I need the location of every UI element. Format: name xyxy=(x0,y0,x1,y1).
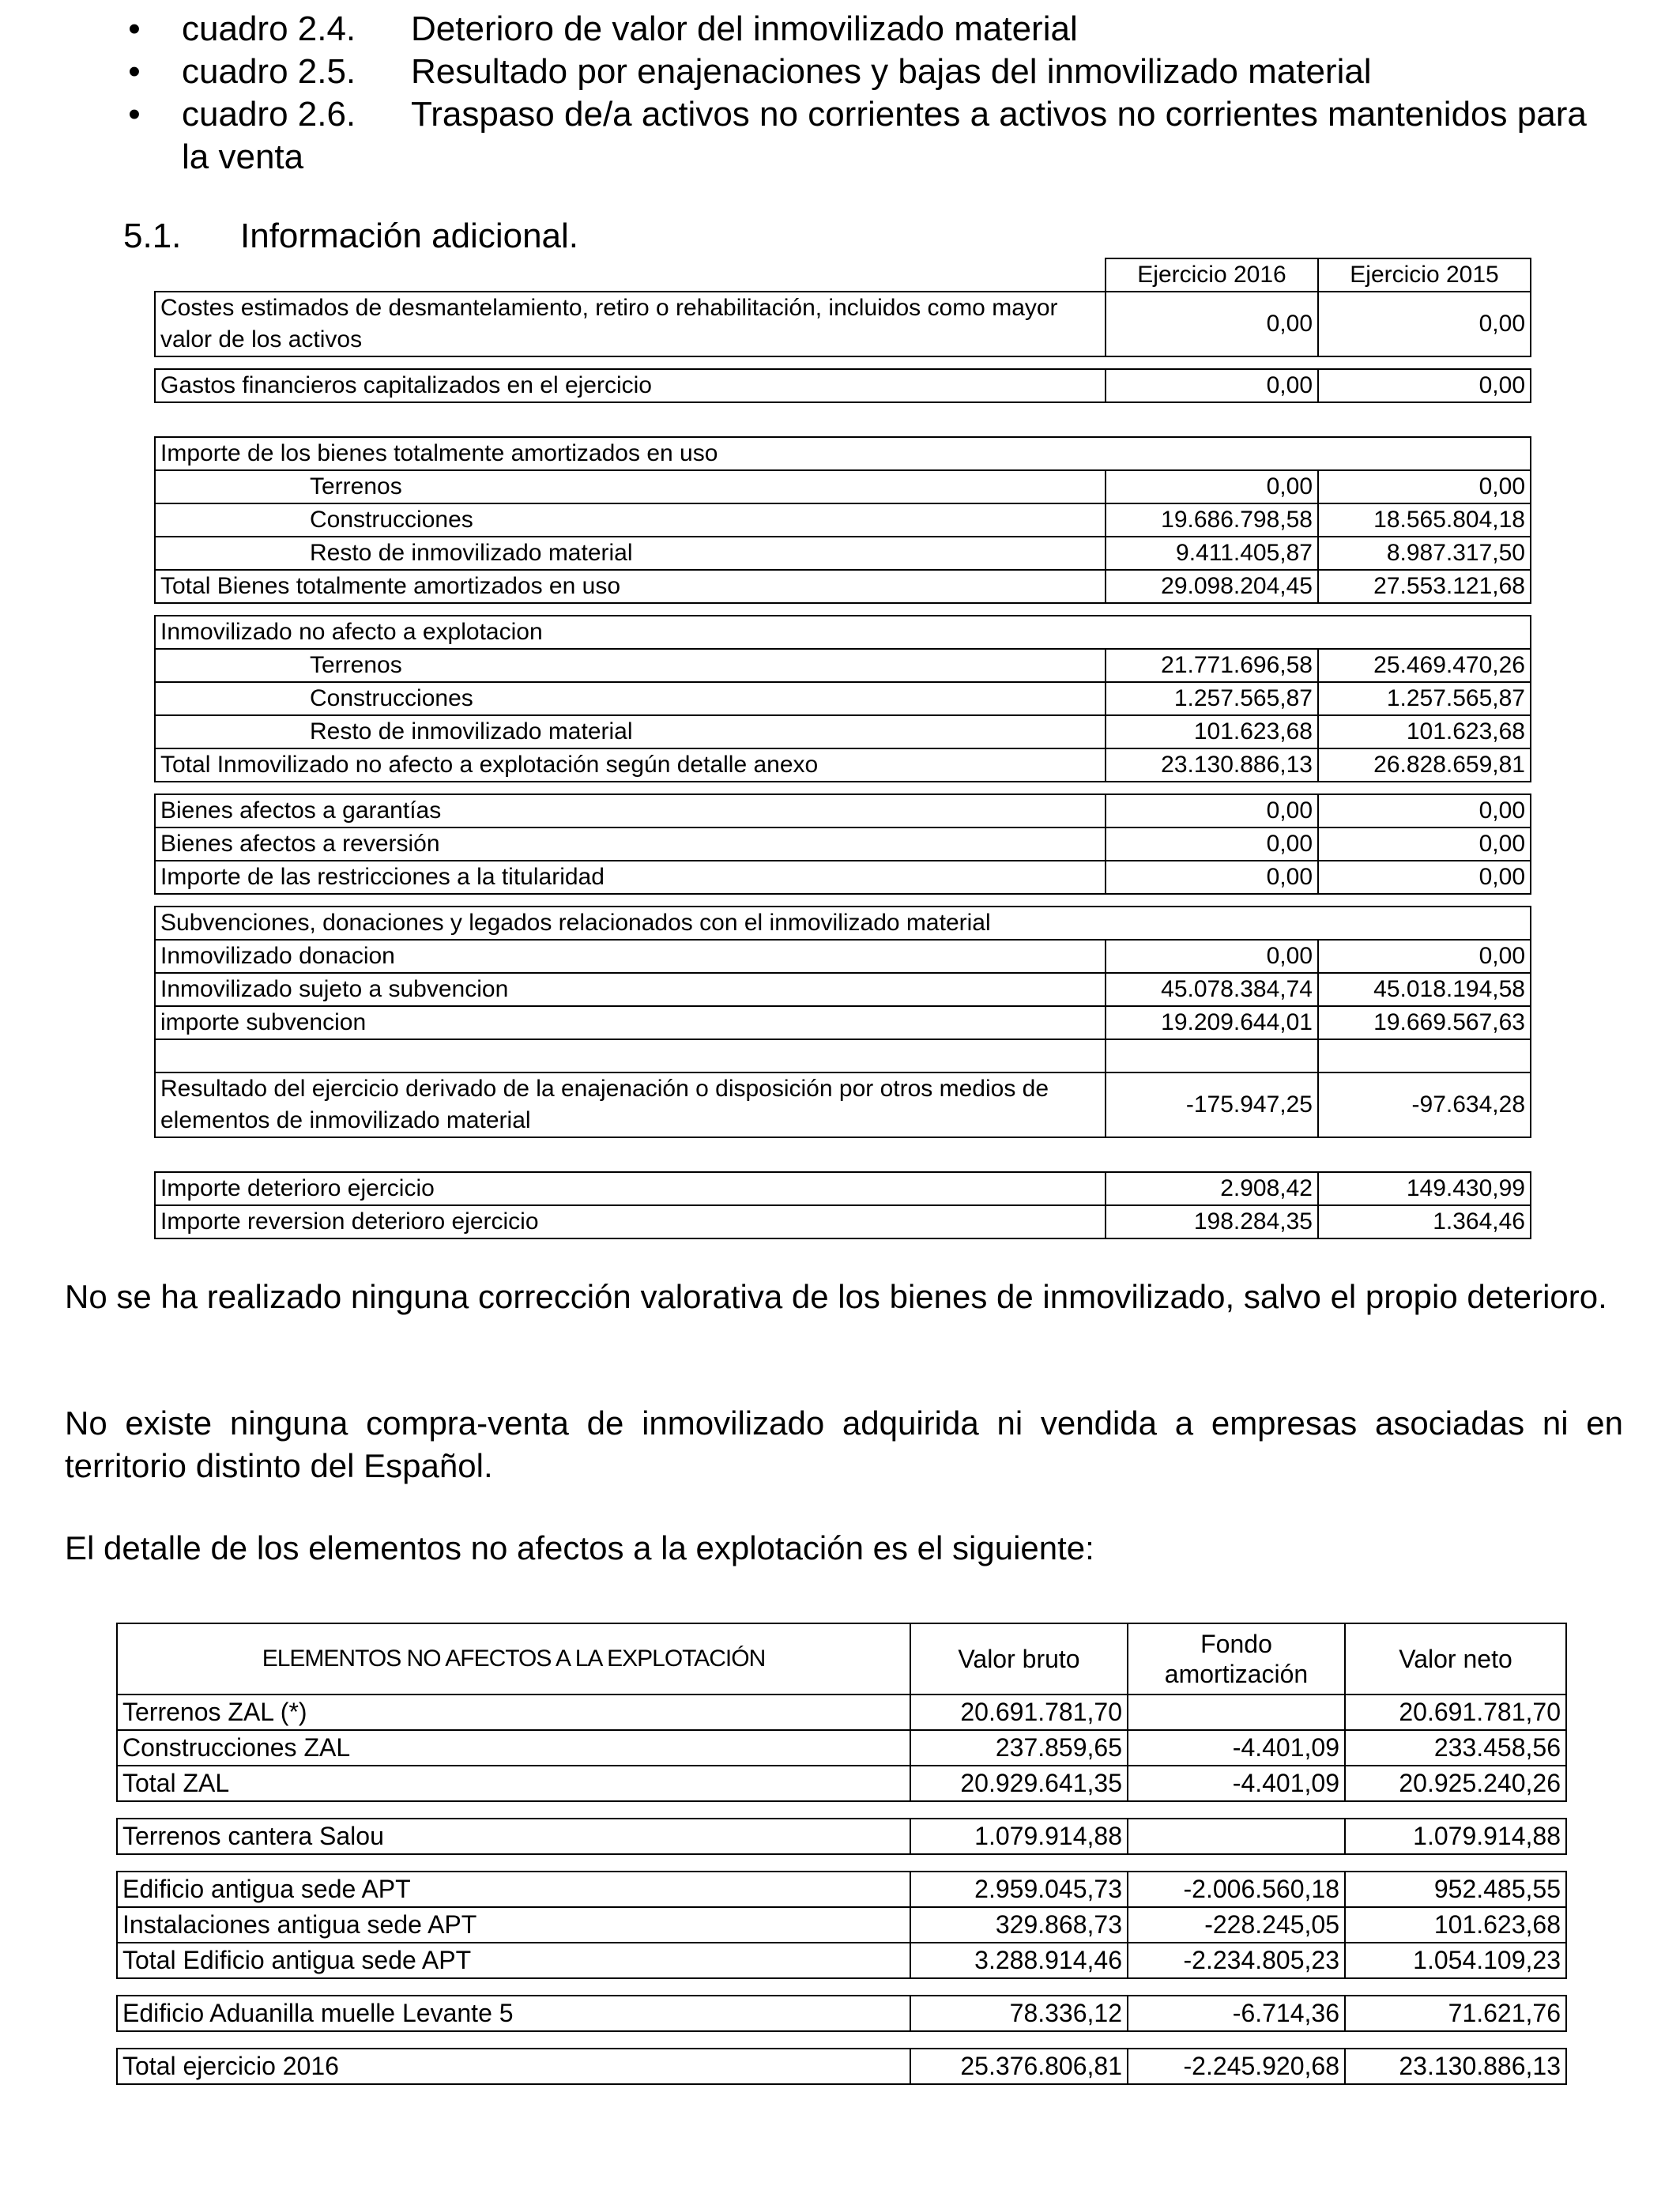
valor-neto: 20.691.781,70 xyxy=(1345,1695,1566,1730)
row-label: Terrenos cantera Salou xyxy=(117,1819,910,1854)
value-2016: 19.209.644,01 xyxy=(1106,1006,1318,1039)
info-table-wrapper xyxy=(154,258,1530,1239)
bullet-icon: • xyxy=(128,95,141,134)
value-2015: 19.669.567,63 xyxy=(1318,1006,1531,1039)
table-row xyxy=(155,503,1531,537)
row-label: Construcciones xyxy=(155,682,1106,715)
value-2016: 29.098.204,45 xyxy=(1106,570,1318,603)
column-header: Ejercicio 2016 xyxy=(1106,258,1318,292)
table-section-header xyxy=(155,907,1531,940)
table-row xyxy=(155,1172,1531,1205)
row-label: Bienes afectos a garantías xyxy=(155,794,1106,827)
table-total-row xyxy=(117,1766,1566,1801)
table-header-row xyxy=(117,1623,1566,1695)
value-2016: 0,00 xyxy=(1106,794,1318,827)
section-number: 5.1. xyxy=(123,217,182,255)
valor-neto: 23.130.886,13 xyxy=(1345,2049,1566,2084)
info-table xyxy=(154,258,1531,1239)
valor-bruto: 78.336,12 xyxy=(910,1996,1128,2031)
row-label: Importe deterioro ejercicio xyxy=(155,1172,1106,1205)
bullet-icon: • xyxy=(128,52,141,91)
table-row xyxy=(155,1205,1531,1238)
row-label: Total Bienes totalmente amortizados en uso xyxy=(155,570,1106,603)
paragraph-correccion: No se ha realizado ninguna corrección valorativa de los bienes de inmovilizado, salvo el propio deterioro. xyxy=(65,1278,1607,1315)
value-2015: 25.469.470,26 xyxy=(1318,649,1531,682)
table-row xyxy=(155,649,1531,682)
list-item xyxy=(119,93,1636,179)
value-2015: 1.257.565,87 xyxy=(1318,682,1531,715)
bullet-code: cuadro 2.4. xyxy=(182,9,356,48)
table-row xyxy=(117,1907,1566,1943)
section-label: Inmovilizado no afecto a explotacion xyxy=(155,616,1531,649)
fondo-amortizacion: -2.245.920,68 xyxy=(1128,2049,1345,2084)
value-2016: 23.130.886,13 xyxy=(1106,748,1318,782)
table-row xyxy=(155,861,1531,894)
value-2016: 21.771.696,58 xyxy=(1106,649,1318,682)
column-header: Valor neto xyxy=(1345,1623,1566,1695)
value-2015: 0,00 xyxy=(1318,827,1531,861)
value-2015: 0,00 xyxy=(1318,292,1531,356)
valor-neto: 101.623,68 xyxy=(1345,1907,1566,1943)
valor-neto: 233.458,56 xyxy=(1345,1730,1566,1766)
value-2015: 26.828.659,81 xyxy=(1318,748,1531,782)
fondo-amortizacion: -228.245,05 xyxy=(1128,1907,1345,1943)
row-label: Inmovilizado sujeto a subvencion xyxy=(155,973,1106,1006)
row-label: Total Inmovilizado no afecto a explotación según detalle anexo xyxy=(155,748,1106,782)
value-2016: 0,00 xyxy=(1106,369,1318,402)
table-total-row xyxy=(155,570,1531,603)
row-label: Total ejercicio 2016 xyxy=(117,2049,910,2084)
value-2016: 198.284,35 xyxy=(1106,1205,1318,1238)
bullet-text: Deterioro de valor del inmovilizado material xyxy=(411,9,1078,48)
table-row xyxy=(155,827,1531,861)
row-label: Bienes afectos a reversión xyxy=(155,827,1106,861)
row-label: Importe de las restricciones a la titularidad xyxy=(155,861,1106,894)
table-row xyxy=(117,1872,1566,1907)
column-header: Valor bruto xyxy=(910,1623,1128,1695)
valor-neto: 952.485,55 xyxy=(1345,1872,1566,1907)
valor-bruto: 1.079.914,88 xyxy=(910,1819,1128,1854)
valor-bruto: 3.288.914,46 xyxy=(910,1943,1128,1978)
row-label: Gastos financieros capitalizados en el ejercicio xyxy=(155,369,1106,402)
valor-neto: 20.925.240,26 xyxy=(1345,1766,1566,1801)
value-2015: 101.623,68 xyxy=(1318,715,1531,748)
detail-table-wrapper xyxy=(116,1623,1565,2085)
bullet-text: Traspaso de/a activos no corrientes a activos no corrientes mantenidos para xyxy=(411,95,1587,134)
row-label: Instalaciones antigua sede APT xyxy=(117,1907,910,1943)
table-row xyxy=(117,1730,1566,1766)
table-row xyxy=(155,1072,1531,1137)
row-label: Total ZAL xyxy=(117,1766,910,1801)
row-label: Resultado del ejercicio derivado de la enajenación o disposición por otros medios de elementos de inmovilizado material xyxy=(155,1072,1106,1137)
value-2015: 0,00 xyxy=(1318,470,1531,503)
value-2015: 18.565.804,18 xyxy=(1318,503,1531,537)
value-2016: 2.908,42 xyxy=(1106,1172,1318,1205)
fondo-amortizacion: -2.006.560,18 xyxy=(1128,1872,1345,1907)
fondo-amortizacion xyxy=(1128,1819,1345,1854)
value-2015: 27.553.121,68 xyxy=(1318,570,1531,603)
value-2016: 0,00 xyxy=(1106,827,1318,861)
row-label: Inmovilizado donacion xyxy=(155,940,1106,973)
row-label: Terrenos xyxy=(155,649,1106,682)
value-2016: 0,00 xyxy=(1106,940,1318,973)
row-label: Terrenos xyxy=(155,470,1106,503)
valor-neto: 1.054.109,23 xyxy=(1345,1943,1566,1978)
table-row xyxy=(155,292,1531,356)
bullet-code: cuadro 2.5. xyxy=(182,52,356,91)
row-label: importe subvencion xyxy=(155,1006,1106,1039)
value-2016: 45.078.384,74 xyxy=(1106,973,1318,1006)
value-2015: 8.987.317,50 xyxy=(1318,537,1531,570)
row-label: Construcciones xyxy=(155,503,1106,537)
value-2016: 101.623,68 xyxy=(1106,715,1318,748)
table-total-row xyxy=(117,1943,1566,1978)
table-row xyxy=(155,715,1531,748)
list-item xyxy=(119,8,1636,51)
table-row xyxy=(155,537,1531,570)
table-row xyxy=(155,369,1531,402)
paragraph-compraventa: No existe ninguna compra-venta de inmovilizado adquirida ni vendida a empresas asociadas ni en territorio distinto del Español. xyxy=(65,1404,1623,1484)
table-row xyxy=(117,1819,1566,1854)
row-label: Construcciones ZAL xyxy=(117,1730,910,1766)
table-row xyxy=(155,973,1531,1006)
value-2015: 45.018.194,58 xyxy=(1318,973,1531,1006)
section-label: Importe de los bienes totalmente amortizados en uso xyxy=(155,437,1531,470)
value-2015: 0,00 xyxy=(1318,940,1531,973)
section-label: Subvenciones, donaciones y legados relacionados con el inmovilizado material xyxy=(155,907,1531,940)
fondo-amortizacion: -2.234.805,23 xyxy=(1128,1943,1345,1978)
table-section-header xyxy=(155,437,1531,470)
table-row xyxy=(155,794,1531,827)
table-total-row xyxy=(155,748,1531,782)
fondo-amortizacion: -6.714,36 xyxy=(1128,1996,1345,2031)
value-2016: 1.257.565,87 xyxy=(1106,682,1318,715)
row-label: Terrenos ZAL (*) xyxy=(117,1695,910,1730)
row-label: Edificio antigua sede APT xyxy=(117,1872,910,1907)
table-grand-total-row xyxy=(117,2049,1566,2084)
value-2015: 0,00 xyxy=(1318,794,1531,827)
valor-neto: 1.079.914,88 xyxy=(1345,1819,1566,1854)
fondo-amortizacion: -4.401,09 xyxy=(1128,1730,1345,1766)
value-2015: 1.364,46 xyxy=(1318,1205,1531,1238)
empty-row xyxy=(155,1039,1531,1072)
valor-bruto: 20.691.781,70 xyxy=(910,1695,1128,1730)
valor-bruto: 329.868,73 xyxy=(910,1907,1128,1943)
table-section-header xyxy=(155,616,1531,649)
valor-neto: 71.621,76 xyxy=(1345,1996,1566,2031)
row-label: Importe reversion deterioro ejercicio xyxy=(155,1205,1106,1238)
value-2016: 0,00 xyxy=(1106,470,1318,503)
detail-table xyxy=(116,1623,1567,2085)
value-2015: 0,00 xyxy=(1318,861,1531,894)
fondo-amortizacion: -4.401,09 xyxy=(1128,1766,1345,1801)
bullet-list xyxy=(119,8,1636,179)
valor-bruto: 237.859,65 xyxy=(910,1730,1128,1766)
fondo-amortizacion xyxy=(1128,1695,1345,1730)
value-2015: 0,00 xyxy=(1318,369,1531,402)
row-label: Costes estimados de desmantelamiento, retiro o rehabilitación, incluidos como mayor valor de los activos xyxy=(155,292,1106,356)
column-header: Ejercicio 2015 xyxy=(1318,258,1531,292)
row-label: Edificio Aduanilla muelle Levante 5 xyxy=(117,1996,910,2031)
paragraph-detalle-intro: El detalle de los elementos no afectos a la explotación es el siguiente: xyxy=(65,1529,1094,1566)
value-2016: 9.411.405,87 xyxy=(1106,537,1318,570)
bullet-icon: • xyxy=(128,9,141,48)
valor-bruto: 25.376.806,81 xyxy=(910,2049,1128,2084)
value-2016: 19.686.798,58 xyxy=(1106,503,1318,537)
value-2015: 149.430,99 xyxy=(1318,1172,1531,1205)
bullet-text-continuation: la venta xyxy=(182,138,304,176)
table-row xyxy=(155,1006,1531,1039)
value-2016: -175.947,25 xyxy=(1106,1072,1318,1137)
section-heading: Información adicional. xyxy=(240,217,579,255)
table-row xyxy=(155,470,1531,503)
row-label: Resto de inmovilizado material xyxy=(155,537,1106,570)
section-title xyxy=(123,215,578,258)
valor-bruto: 2.959.045,73 xyxy=(910,1872,1128,1907)
column-header: Fondo amortización xyxy=(1128,1623,1345,1695)
value-2016: 0,00 xyxy=(1106,861,1318,894)
valor-bruto: 20.929.641,35 xyxy=(910,1766,1128,1801)
bullet-code: cuadro 2.6. xyxy=(182,95,356,134)
table-row xyxy=(155,682,1531,715)
row-label: Total Edificio antigua sede APT xyxy=(117,1943,910,1978)
table-row xyxy=(117,1695,1566,1730)
row-label: Resto de inmovilizado material xyxy=(155,715,1106,748)
column-header: ELEMENTOS NO AFECTOS A LA EXPLOTACIÓN xyxy=(117,1623,910,1695)
table-row xyxy=(117,1996,1566,2031)
bullet-text: Resultado por enajenaciones y bajas del inmovilizado material xyxy=(411,52,1372,91)
value-2016: 0,00 xyxy=(1106,292,1318,356)
table-header-row xyxy=(155,258,1531,292)
list-item xyxy=(119,51,1636,93)
value-2015: -97.634,28 xyxy=(1318,1072,1531,1137)
table-row xyxy=(155,940,1531,973)
